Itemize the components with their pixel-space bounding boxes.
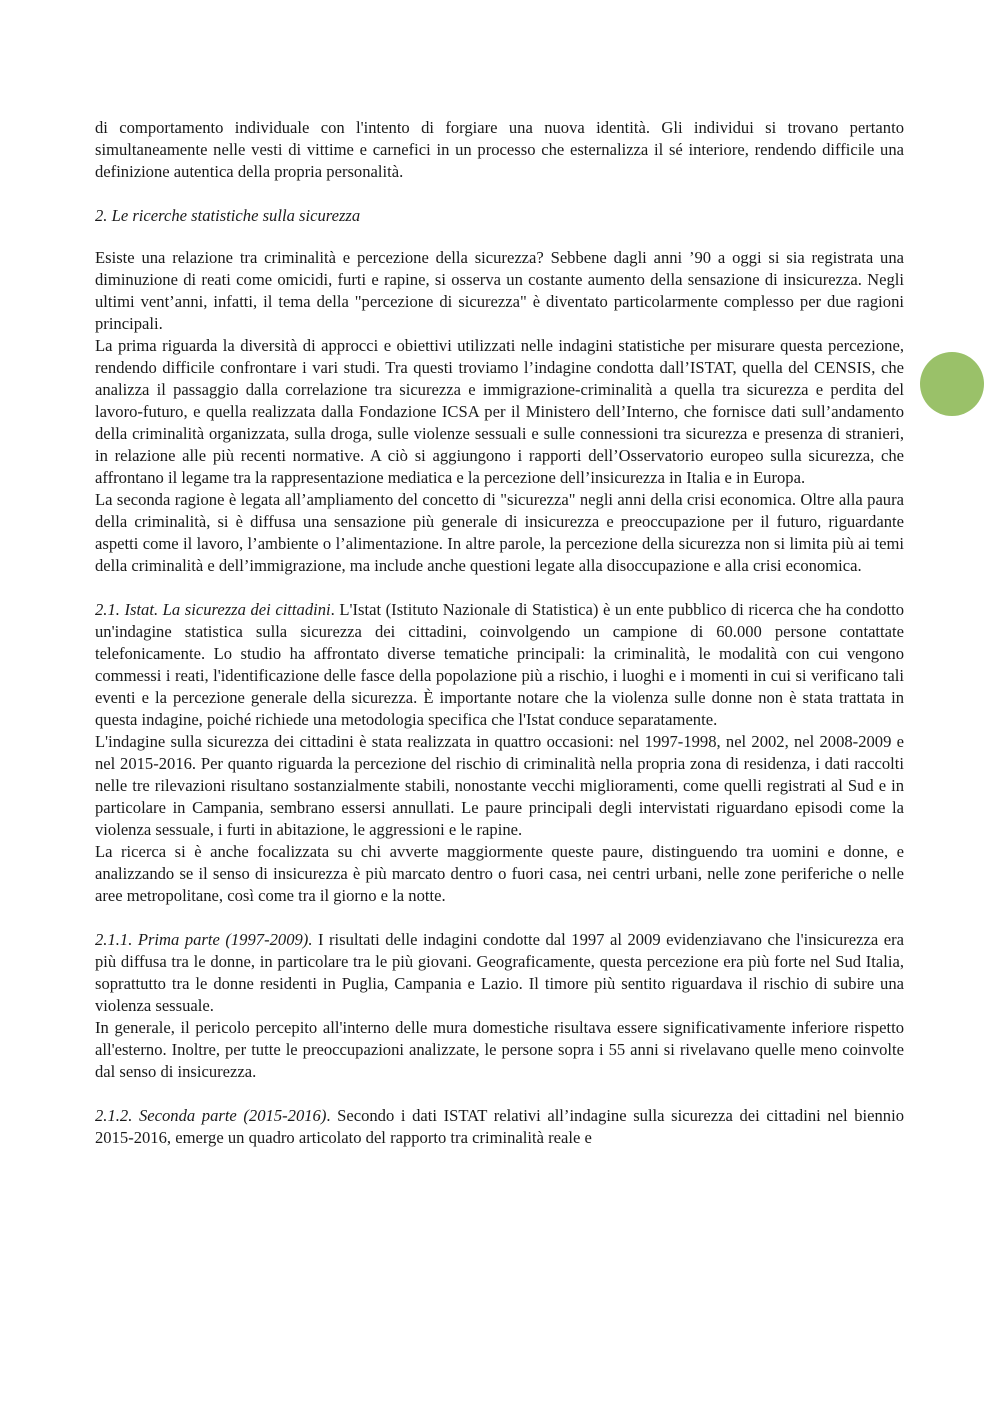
- body-paragraph: L'indagine sulla sicurezza dei cittadini è stata realizzata in quattro occasioni: nel 1997-1998, nel 2002, nel 2008-2009 e nel 2015-2016. Per quanto riguarda la percezione del rischio di criminalità nella propria zona di residenza, i dati raccolti nelle tre rilevazioni risultano sostanzialmente stabili, nonostante vecchi miglioramenti, come quelli registrati al Sud e in particolare in Campania, sembrano essersi annullati. Le paure principali degli intervistati riguardano episodi come la violenza sessuale, i furti in abitazione, le aggressioni e le rapine.: [95, 732, 904, 839]
- document-page: [95, 117, 904, 1149]
- section-heading: 2. Le ricerche statistiche sulla sicurezza: [95, 206, 361, 225]
- subsection-title: 2.1.1. Prima parte (1997-2009).: [95, 930, 313, 949]
- body-paragraph: La prima riguarda la diversità di approcci e obiettivi utilizzati nelle indagini statistiche per misurare questa percezione, rendendo difficile confrontare i vari studi. Tra questi troviamo l’indagine condotta dall’ISTAT, quella del CENSIS, che analizza il passaggio dalla correlazione tra sicurezza e immigrazione-criminalità a quella tra sicurezza e perdita del lavoro-futuro, e quella realizzata dalla Fondazione ICSA per il Ministero dell’Interno, che fornisce dati sull’andamento della criminalità organizzata, sulla droga, sulle violenze sessuali e sulle connessioni tra sicurezza e presenza di stranieri, in relazione alle più recenti normative. A ciò si aggiungono i rapporti dell’Osservatorio europeo sulla sicurezza, che affrontano il legame tra la rappresentazione mediatica e la percezione dell’insicurezza in Italia e in Europa.: [95, 336, 904, 487]
- subsection-paragraph: [95, 929, 904, 1017]
- subsection-paragraph: [95, 599, 904, 731]
- subsection-lead-text: . Secondo i dati ISTAT relativi all’indagine sulla sicurezza dei cittadini nel biennio 2015-2016, emerge un quadro articolato del rapporto tra criminalità reale e: [95, 1106, 904, 1147]
- intro-paragraph: di comportamento individuale con l'intento di forgiare una nuova identità. Gli individui si trovano pertanto simultaneamente nelle vesti di vittime e carnefici in un processo che esternalizza il sé interiore, rendendo difficile una definizione autentica della propria personalità.: [95, 118, 904, 181]
- body-paragraph: La ricerca si è anche focalizzata su chi avverte maggiormente queste paure, distinguendo tra uomini e donne, e analizzando se il senso di insicurezza è più marcato dentro o fuori casa, nei centri urbani, nelle zone periferiche o nelle aree metropolitane, così come tra il giorno e la notte.: [95, 842, 904, 905]
- subsection-title: 2.1.2. Seconda parte (2015-2016): [95, 1106, 327, 1125]
- body-paragraph: In generale, il pericolo percepito all'interno delle mura domestiche risultava essere significativamente inferiore rispetto all'esterno. Inoltre, per tutte le preoccupazioni analizzate, le persone sopra i 55 anni si rivelavano quelle meno coinvolte dal senso di insicurezza.: [95, 1018, 904, 1081]
- body-paragraph: La seconda ragione è legata all’ampliamento del concetto di "sicurezza" negli anni della crisi economica. Oltre alla paura della criminalità, si è diffusa una sensazione più generale di insicurezza e preoccupazione per il futuro, riguardante aspetti come il lavoro, l’ambiente o l’alimentazione. In altre parole, la percezione della sicurezza non si limita più ai temi della criminalità e dell’immigrazione, ma include anche questioni legate alla disoccupazione e alla crisi economica.: [95, 490, 904, 575]
- subsection-paragraph: [95, 1105, 904, 1149]
- decorative-green-circle: [920, 352, 984, 416]
- subsection-lead-text: I risultati delle indagini condotte dal 1997 al 2009 evidenziavano che l'insicurezza era più diffusa tra le donne, in particolare tra le più giovani. Geograficamente, questa percezione era più forte nel Sud Italia, soprattutto tra le donne residenti in Puglia, Campania e Lazio. Il timore più sentito riguardava il rischio di subire una violenza sessuale.: [95, 930, 904, 1015]
- subsection-lead-text: . L'Istat (Istituto Nazionale di Statistica) è un ente pubblico di ricerca che ha condotto un'indagine statistica sulla sicurezza dei cittadini, coinvolgendo un campione di 60.000 persone contattate telefonicamente. Lo studio ha affrontato diverse tematiche principali: la criminalità, le modalità con cui vengono commessi i reati, l'identificazione delle fasce della popolazione più a rischio, i luoghi e i momenti in cui si verificano tali eventi e la percezione generale della sicurezza. È importante notare che la violenza sulle donne non è stata trattata in questa indagine, poiché richiede una metodologia specifica che l'Istat conduce separatamente.: [95, 600, 904, 729]
- body-paragraph: Esiste una relazione tra criminalità e percezione della sicurezza? Sebbene dagli anni ’90 a oggi si sia registrata una diminuzione di reati come omicidi, furti e rapine, si osserva un costante aumento della sensazione di insicurezza. Negli ultimi vent’anni, infatti, il tema della "percezione di sicurezza" è diventato particolarmente complesso per due ragioni principali.: [95, 248, 904, 333]
- subsection-title: 2.1. Istat. La sicurezza dei cittadini: [95, 600, 331, 619]
